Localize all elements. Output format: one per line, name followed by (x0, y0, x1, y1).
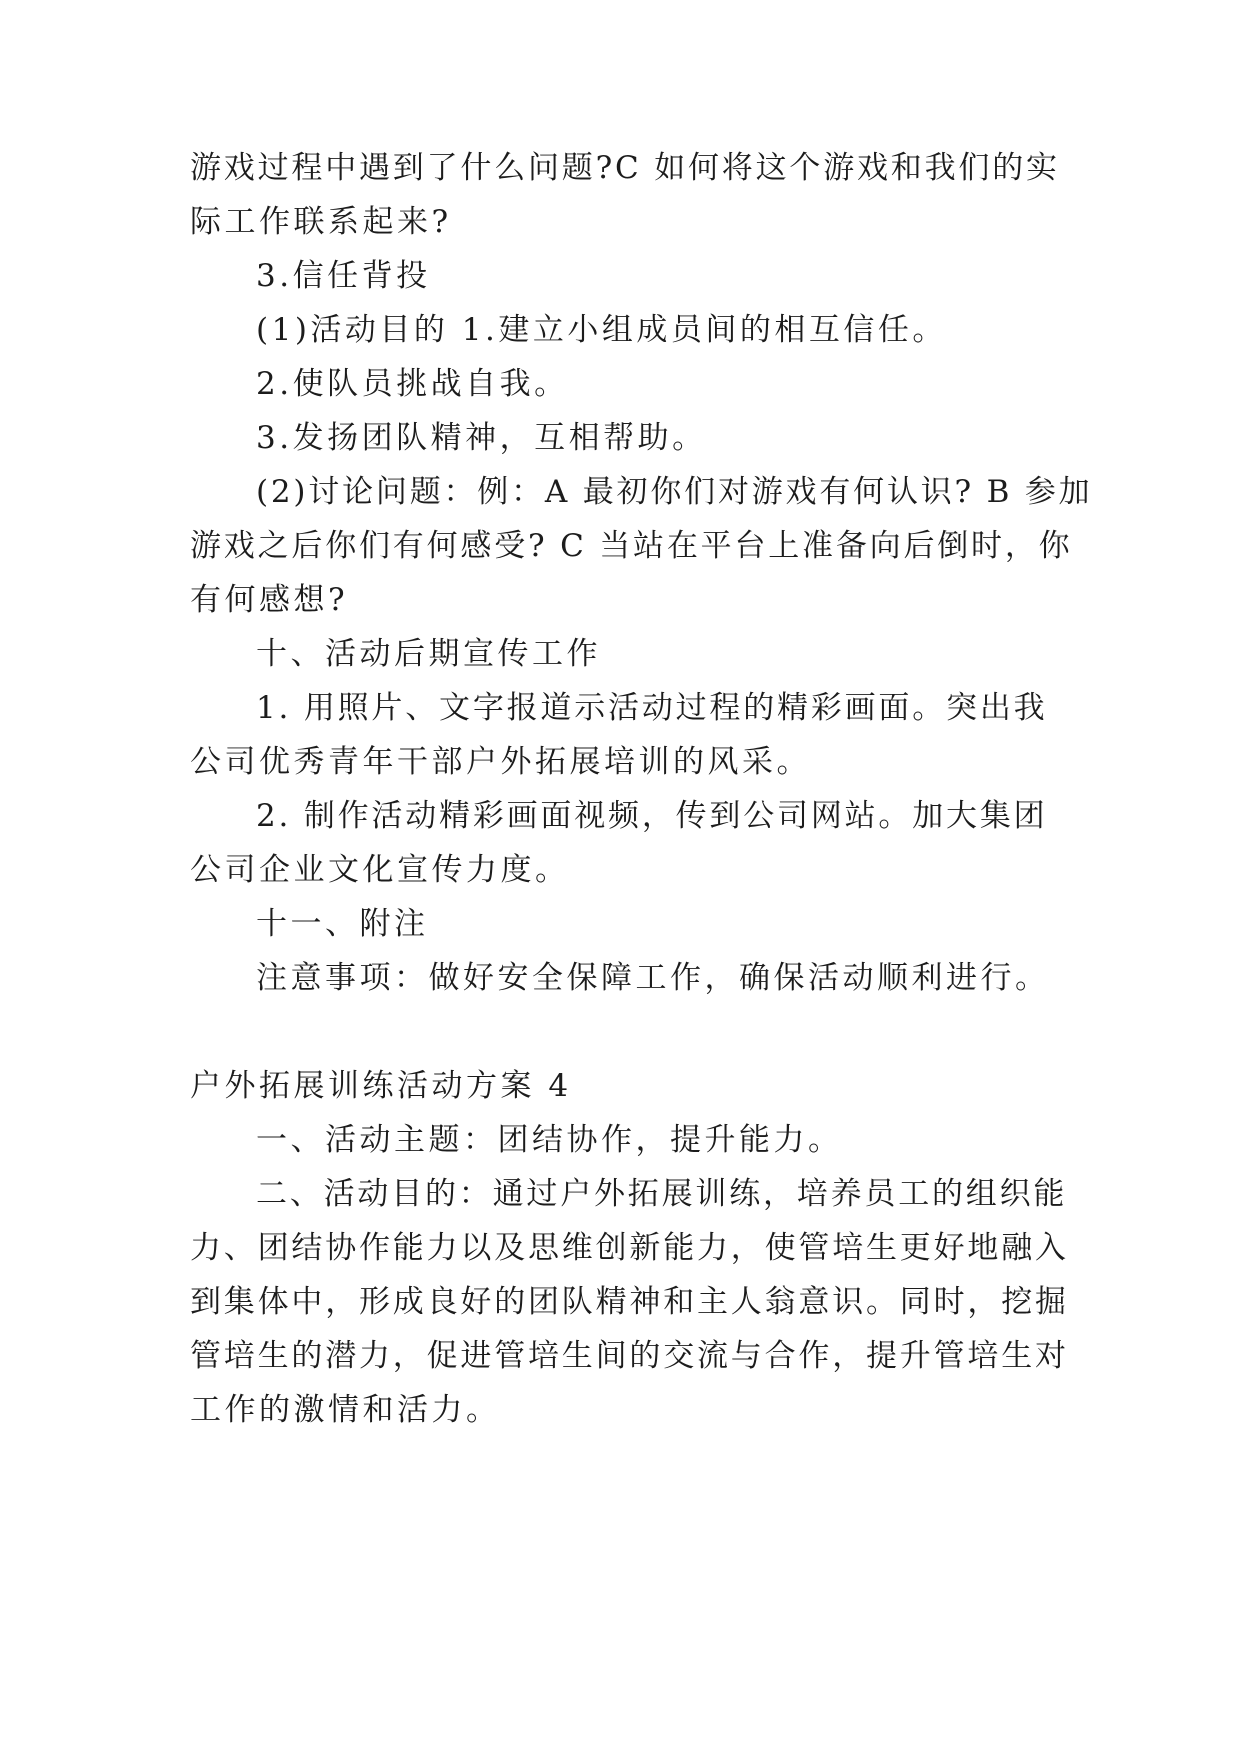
text-line: 力、团结协作能力以及思维创新能力，使管培生更好地融入 (190, 1230, 1069, 1266)
section-heading: 3.信任背投 (256, 258, 431, 294)
section-heading: 一、活动主题：团结协作，提升能力。 (256, 1122, 843, 1158)
text-line: 公司企业文化宣传力度。 (190, 852, 570, 888)
text-line: 工作的激情和活力。 (190, 1392, 501, 1428)
section-heading: 十一、附注 (256, 906, 429, 942)
text-line: 注意事项：做好安全保障工作，确保活动顺利进行。 (256, 960, 1050, 996)
text-line: 2. 制作活动精彩画面视频，传到公司网站。加大集团 (256, 798, 1048, 834)
text-line: 际工作联系起来? (190, 204, 452, 240)
section-heading: 十、活动后期宣传工作 (256, 636, 601, 672)
text-line: 到集体中，形成良好的团队精神和主人翁意识。同时，挖掘 (190, 1284, 1069, 1320)
document-title: 户外拓展训练活动方案 4 (190, 1068, 572, 1104)
text-line: 公司优秀青年干部户外拓展培训的风采。 (190, 744, 811, 780)
text-line: (1)活动目的 1.建立小组成员间的相互信任。 (256, 312, 947, 348)
text-line: 3.发扬团队精神，互相帮助。 (256, 420, 707, 456)
text-line: 游戏过程中遇到了什么问题?C 如何将这个游戏和我们的实 (190, 150, 1060, 186)
text-line: 2.使队员挑战自我。 (256, 366, 569, 402)
text-line: (2)讨论问题：例：A 最初你们对游戏有何认识? B 参加 (256, 474, 1093, 510)
text-line: 管培生的潜力，促进管培生间的交流与合作，提升管培生对 (190, 1338, 1069, 1374)
text-line: 1. 用照片、文字报道示活动过程的精彩画面。突出我 (256, 690, 1048, 726)
text-line: 游戏之后你们有何感受? C 当站在平台上准备向后倒时，你 (190, 528, 1073, 564)
text-line: 二、活动目的：通过户外拓展训练，培养员工的组织能 (256, 1176, 1068, 1212)
text-line: 有何感想? (190, 582, 349, 618)
